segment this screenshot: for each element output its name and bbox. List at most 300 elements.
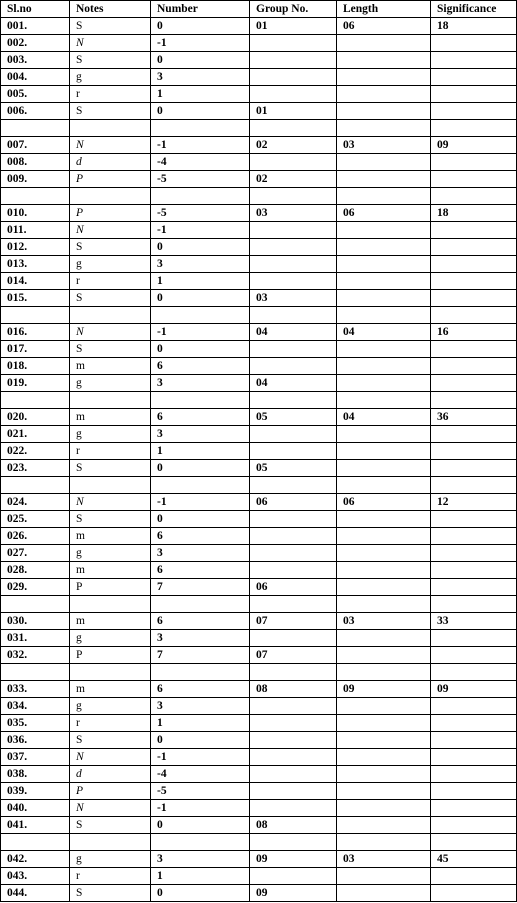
sl-no-cell: 009. xyxy=(1,171,70,188)
spacer-cell xyxy=(250,307,337,324)
header-length: Length xyxy=(337,1,431,18)
group-no-cell xyxy=(250,256,337,273)
note-cell: N xyxy=(70,324,151,341)
group-no-cell: 05 xyxy=(250,460,337,477)
sl-no-cell: 038. xyxy=(1,766,70,783)
spacer-cell xyxy=(337,120,431,137)
note-cell: m xyxy=(70,681,151,698)
sl-no-cell: 044. xyxy=(1,885,70,902)
group-no-cell xyxy=(250,698,337,715)
significance-cell xyxy=(431,698,517,715)
length-cell xyxy=(337,562,431,579)
sl-no-cell: 018. xyxy=(1,358,70,375)
table-row xyxy=(1,443,517,460)
spacer-row xyxy=(1,188,517,205)
table-row xyxy=(1,290,517,307)
number-cell: -5 xyxy=(151,171,250,188)
header-group-no: Group No. xyxy=(250,1,337,18)
length-cell xyxy=(337,511,431,528)
number-cell: -1 xyxy=(151,35,250,52)
number-cell: 0 xyxy=(151,18,250,35)
significance-cell xyxy=(431,35,517,52)
note-cell: S xyxy=(70,239,151,256)
significance-cell xyxy=(431,885,517,902)
spacer-cell xyxy=(337,664,431,681)
number-cell: 3 xyxy=(151,630,250,647)
length-cell xyxy=(337,290,431,307)
length-cell xyxy=(337,35,431,52)
spacer-cell xyxy=(1,596,70,613)
note-cell: r xyxy=(70,715,151,732)
table-row xyxy=(1,205,517,222)
length-cell: 06 xyxy=(337,494,431,511)
group-no-cell: 05 xyxy=(250,409,337,426)
spacer-row xyxy=(1,834,517,851)
sl-no-cell: 025. xyxy=(1,511,70,528)
group-no-cell xyxy=(250,52,337,69)
spacer-cell xyxy=(151,307,250,324)
table-row xyxy=(1,783,517,800)
number-cell: 6 xyxy=(151,358,250,375)
table-row xyxy=(1,222,517,239)
table-row xyxy=(1,630,517,647)
table-row xyxy=(1,766,517,783)
significance-cell: 12 xyxy=(431,494,517,511)
significance-cell xyxy=(431,528,517,545)
number-cell: 0 xyxy=(151,732,250,749)
table-row xyxy=(1,256,517,273)
length-cell: 04 xyxy=(337,324,431,341)
length-cell xyxy=(337,69,431,86)
table-row xyxy=(1,817,517,834)
length-cell xyxy=(337,749,431,766)
note-cell: S xyxy=(70,18,151,35)
group-no-cell: 08 xyxy=(250,817,337,834)
number-cell: 3 xyxy=(151,698,250,715)
group-no-cell xyxy=(250,443,337,460)
number-cell: -1 xyxy=(151,749,250,766)
length-cell xyxy=(337,528,431,545)
table-row xyxy=(1,103,517,120)
group-no-cell: 02 xyxy=(250,171,337,188)
spacer-cell xyxy=(1,392,70,409)
number-cell: -4 xyxy=(151,766,250,783)
note-cell: S xyxy=(70,460,151,477)
number-cell: 0 xyxy=(151,511,250,528)
significance-cell xyxy=(431,783,517,800)
number-cell: 6 xyxy=(151,613,250,630)
group-no-cell: 08 xyxy=(250,681,337,698)
spacer-cell xyxy=(250,120,337,137)
length-cell xyxy=(337,868,431,885)
significance-cell xyxy=(431,800,517,817)
group-no-cell: 01 xyxy=(250,18,337,35)
note-cell: r xyxy=(70,273,151,290)
length-cell xyxy=(337,86,431,103)
table-row xyxy=(1,732,517,749)
table-row xyxy=(1,647,517,664)
significance-cell xyxy=(431,868,517,885)
sl-no-cell: 003. xyxy=(1,52,70,69)
group-no-cell xyxy=(250,222,337,239)
number-cell: 0 xyxy=(151,460,250,477)
note-cell: P xyxy=(70,579,151,596)
group-no-cell xyxy=(250,273,337,290)
sl-no-cell: 016. xyxy=(1,324,70,341)
note-cell: P xyxy=(70,171,151,188)
note-cell: g xyxy=(70,69,151,86)
number-cell: 1 xyxy=(151,273,250,290)
table-row xyxy=(1,18,517,35)
sl-no-cell: 014. xyxy=(1,273,70,290)
table-row xyxy=(1,613,517,630)
length-cell xyxy=(337,239,431,256)
note-cell: S xyxy=(70,511,151,528)
group-no-cell xyxy=(250,35,337,52)
spacer-cell xyxy=(250,664,337,681)
significance-cell xyxy=(431,732,517,749)
significance-cell xyxy=(431,647,517,664)
table-body xyxy=(1,18,517,902)
group-no-cell: 04 xyxy=(250,375,337,392)
spacer-cell xyxy=(1,307,70,324)
sl-no-cell: 013. xyxy=(1,256,70,273)
number-cell: 6 xyxy=(151,528,250,545)
note-cell: S xyxy=(70,732,151,749)
group-no-cell xyxy=(250,732,337,749)
number-cell: 3 xyxy=(151,545,250,562)
spacer-cell xyxy=(70,664,151,681)
length-cell xyxy=(337,715,431,732)
number-cell: -1 xyxy=(151,800,250,817)
length-cell: 04 xyxy=(337,409,431,426)
table-row xyxy=(1,358,517,375)
length-cell xyxy=(337,766,431,783)
group-no-cell xyxy=(250,239,337,256)
spacer-cell xyxy=(70,834,151,851)
number-cell: -1 xyxy=(151,324,250,341)
sl-no-cell: 030. xyxy=(1,613,70,630)
spacer-cell xyxy=(337,392,431,409)
sl-no-cell: 022. xyxy=(1,443,70,460)
number-cell: 0 xyxy=(151,290,250,307)
table-row xyxy=(1,494,517,511)
spacer-cell xyxy=(250,392,337,409)
spacer-cell xyxy=(431,664,517,681)
significance-cell xyxy=(431,630,517,647)
significance-cell xyxy=(431,579,517,596)
group-no-cell xyxy=(250,545,337,562)
group-no-cell xyxy=(250,715,337,732)
significance-cell xyxy=(431,154,517,171)
group-no-cell xyxy=(250,511,337,528)
significance-cell xyxy=(431,375,517,392)
sl-no-cell: 001. xyxy=(1,18,70,35)
length-cell xyxy=(337,579,431,596)
significance-cell xyxy=(431,222,517,239)
length-cell xyxy=(337,358,431,375)
number-cell: 0 xyxy=(151,239,250,256)
table-row xyxy=(1,885,517,902)
spacer-cell xyxy=(1,120,70,137)
length-cell: 03 xyxy=(337,851,431,868)
length-cell xyxy=(337,341,431,358)
note-cell: N xyxy=(70,800,151,817)
number-cell: 0 xyxy=(151,52,250,69)
spacer-cell xyxy=(151,664,250,681)
note-cell: P xyxy=(70,783,151,800)
sl-no-cell: 020. xyxy=(1,409,70,426)
spacer-cell xyxy=(151,188,250,205)
number-cell: 3 xyxy=(151,851,250,868)
spacer-cell xyxy=(151,477,250,494)
significance-cell xyxy=(431,86,517,103)
number-cell: -1 xyxy=(151,494,250,511)
length-cell xyxy=(337,545,431,562)
length-cell xyxy=(337,885,431,902)
sl-no-cell: 040. xyxy=(1,800,70,817)
length-cell: 09 xyxy=(337,681,431,698)
number-cell: 3 xyxy=(151,375,250,392)
number-cell: 3 xyxy=(151,256,250,273)
header-significance: Significance xyxy=(431,1,517,18)
note-cell: N xyxy=(70,222,151,239)
spacer-cell xyxy=(151,596,250,613)
number-cell: 0 xyxy=(151,341,250,358)
note-cell: S xyxy=(70,341,151,358)
significance-cell: 33 xyxy=(431,613,517,630)
note-cell: g xyxy=(70,426,151,443)
significance-cell xyxy=(431,171,517,188)
note-cell: m xyxy=(70,409,151,426)
length-cell xyxy=(337,52,431,69)
note-cell: N xyxy=(70,494,151,511)
group-no-cell: 07 xyxy=(250,647,337,664)
note-cell: g xyxy=(70,375,151,392)
table-row xyxy=(1,511,517,528)
table-row xyxy=(1,528,517,545)
sl-no-cell: 008. xyxy=(1,154,70,171)
length-cell xyxy=(337,800,431,817)
spacer-cell xyxy=(250,477,337,494)
length-cell: 03 xyxy=(337,613,431,630)
number-cell: 1 xyxy=(151,868,250,885)
spacer-cell xyxy=(431,477,517,494)
table-row xyxy=(1,35,517,52)
note-cell: d xyxy=(70,154,151,171)
significance-cell: 18 xyxy=(431,205,517,222)
group-no-cell: 09 xyxy=(250,885,337,902)
spacer-cell xyxy=(337,477,431,494)
table-row xyxy=(1,545,517,562)
length-cell: 03 xyxy=(337,137,431,154)
number-cell: -1 xyxy=(151,137,250,154)
spacer-row xyxy=(1,664,517,681)
spacer-cell xyxy=(1,664,70,681)
number-cell: 7 xyxy=(151,647,250,664)
number-cell: 1 xyxy=(151,443,250,460)
significance-cell xyxy=(431,290,517,307)
sl-no-cell: 010. xyxy=(1,205,70,222)
number-cell: 7 xyxy=(151,579,250,596)
number-cell: 1 xyxy=(151,715,250,732)
note-cell: r xyxy=(70,868,151,885)
significance-cell xyxy=(431,766,517,783)
length-cell: 06 xyxy=(337,18,431,35)
significance-cell xyxy=(431,426,517,443)
spacer-cell xyxy=(337,307,431,324)
table-row xyxy=(1,800,517,817)
significance-cell: 18 xyxy=(431,18,517,35)
spacer-cell xyxy=(431,188,517,205)
note-cell: P xyxy=(70,647,151,664)
length-cell xyxy=(337,171,431,188)
significance-cell xyxy=(431,103,517,120)
note-cell: N xyxy=(70,137,151,154)
significance-cell xyxy=(431,52,517,69)
sl-no-cell: 006. xyxy=(1,103,70,120)
sl-no-cell: 026. xyxy=(1,528,70,545)
sl-no-cell: 024. xyxy=(1,494,70,511)
table-row xyxy=(1,579,517,596)
length-cell xyxy=(337,647,431,664)
length-cell: 06 xyxy=(337,205,431,222)
significance-cell xyxy=(431,273,517,290)
group-no-cell xyxy=(250,800,337,817)
group-no-cell xyxy=(250,868,337,885)
spacer-row xyxy=(1,477,517,494)
sl-no-cell: 019. xyxy=(1,375,70,392)
number-cell: -4 xyxy=(151,154,250,171)
length-cell xyxy=(337,256,431,273)
sl-no-cell: 015. xyxy=(1,290,70,307)
spacer-cell xyxy=(431,392,517,409)
spacer-cell xyxy=(70,188,151,205)
note-cell: N xyxy=(70,35,151,52)
spacer-cell xyxy=(337,596,431,613)
note-cell: g xyxy=(70,851,151,868)
sl-no-cell: 004. xyxy=(1,69,70,86)
sl-no-cell: 036. xyxy=(1,732,70,749)
sl-no-cell: 031. xyxy=(1,630,70,647)
note-cell: g xyxy=(70,545,151,562)
group-no-cell: 03 xyxy=(250,205,337,222)
note-cell: S xyxy=(70,290,151,307)
group-no-cell xyxy=(250,528,337,545)
spacer-cell xyxy=(250,596,337,613)
number-cell: 6 xyxy=(151,681,250,698)
group-no-cell: 06 xyxy=(250,579,337,596)
sl-no-cell: 033. xyxy=(1,681,70,698)
spacer-row xyxy=(1,596,517,613)
length-cell xyxy=(337,630,431,647)
length-cell xyxy=(337,443,431,460)
group-no-cell: 01 xyxy=(250,103,337,120)
header-sl-no: Sl.no xyxy=(1,1,70,18)
group-no-cell xyxy=(250,154,337,171)
number-cell: 3 xyxy=(151,426,250,443)
header-notes: Notes xyxy=(70,1,151,18)
length-cell xyxy=(337,375,431,392)
significance-cell xyxy=(431,511,517,528)
length-cell xyxy=(337,698,431,715)
significance-cell xyxy=(431,749,517,766)
number-cell: 6 xyxy=(151,409,250,426)
group-no-cell: 04 xyxy=(250,324,337,341)
table-row xyxy=(1,749,517,766)
significance-cell xyxy=(431,239,517,256)
significance-cell xyxy=(431,358,517,375)
group-no-cell: 06 xyxy=(250,494,337,511)
note-cell: S xyxy=(70,885,151,902)
sl-no-cell: 042. xyxy=(1,851,70,868)
significance-cell xyxy=(431,562,517,579)
group-no-cell xyxy=(250,749,337,766)
sl-no-cell: 027. xyxy=(1,545,70,562)
sl-no-cell: 005. xyxy=(1,86,70,103)
group-no-cell xyxy=(250,358,337,375)
length-cell xyxy=(337,732,431,749)
table-row xyxy=(1,273,517,290)
spacer-cell xyxy=(250,188,337,205)
spacer-cell xyxy=(70,307,151,324)
significance-cell: 36 xyxy=(431,409,517,426)
group-no-cell: 02 xyxy=(250,137,337,154)
sl-no-cell: 029. xyxy=(1,579,70,596)
note-cell: g xyxy=(70,630,151,647)
spacer-cell xyxy=(250,834,337,851)
sl-no-cell: 041. xyxy=(1,817,70,834)
number-cell: 6 xyxy=(151,562,250,579)
sl-no-cell: 039. xyxy=(1,783,70,800)
significance-cell: 09 xyxy=(431,681,517,698)
number-cell: 0 xyxy=(151,885,250,902)
spacer-cell xyxy=(151,120,250,137)
table-row xyxy=(1,86,517,103)
sl-no-cell: 035. xyxy=(1,715,70,732)
table-row xyxy=(1,562,517,579)
table-row xyxy=(1,409,517,426)
sl-no-cell: 011. xyxy=(1,222,70,239)
group-no-cell xyxy=(250,783,337,800)
sl-no-cell: 007. xyxy=(1,137,70,154)
number-cell: -1 xyxy=(151,222,250,239)
spacer-row xyxy=(1,392,517,409)
significance-cell: 09 xyxy=(431,137,517,154)
table-row xyxy=(1,324,517,341)
table-row xyxy=(1,851,517,868)
spacer-cell xyxy=(151,834,250,851)
group-no-cell xyxy=(250,766,337,783)
significance-cell xyxy=(431,443,517,460)
spacer-cell xyxy=(431,834,517,851)
spacer-cell xyxy=(431,120,517,137)
group-no-cell xyxy=(250,562,337,579)
sl-no-cell: 028. xyxy=(1,562,70,579)
note-cell: N xyxy=(70,749,151,766)
sl-no-cell: 032. xyxy=(1,647,70,664)
note-cell: m xyxy=(70,528,151,545)
table-row xyxy=(1,171,517,188)
spacer-cell xyxy=(431,596,517,613)
length-cell xyxy=(337,222,431,239)
note-cell: S xyxy=(70,103,151,120)
significance-cell: 45 xyxy=(431,851,517,868)
table-row xyxy=(1,868,517,885)
note-cell: r xyxy=(70,443,151,460)
number-cell: 0 xyxy=(151,817,250,834)
group-no-cell: 07 xyxy=(250,613,337,630)
